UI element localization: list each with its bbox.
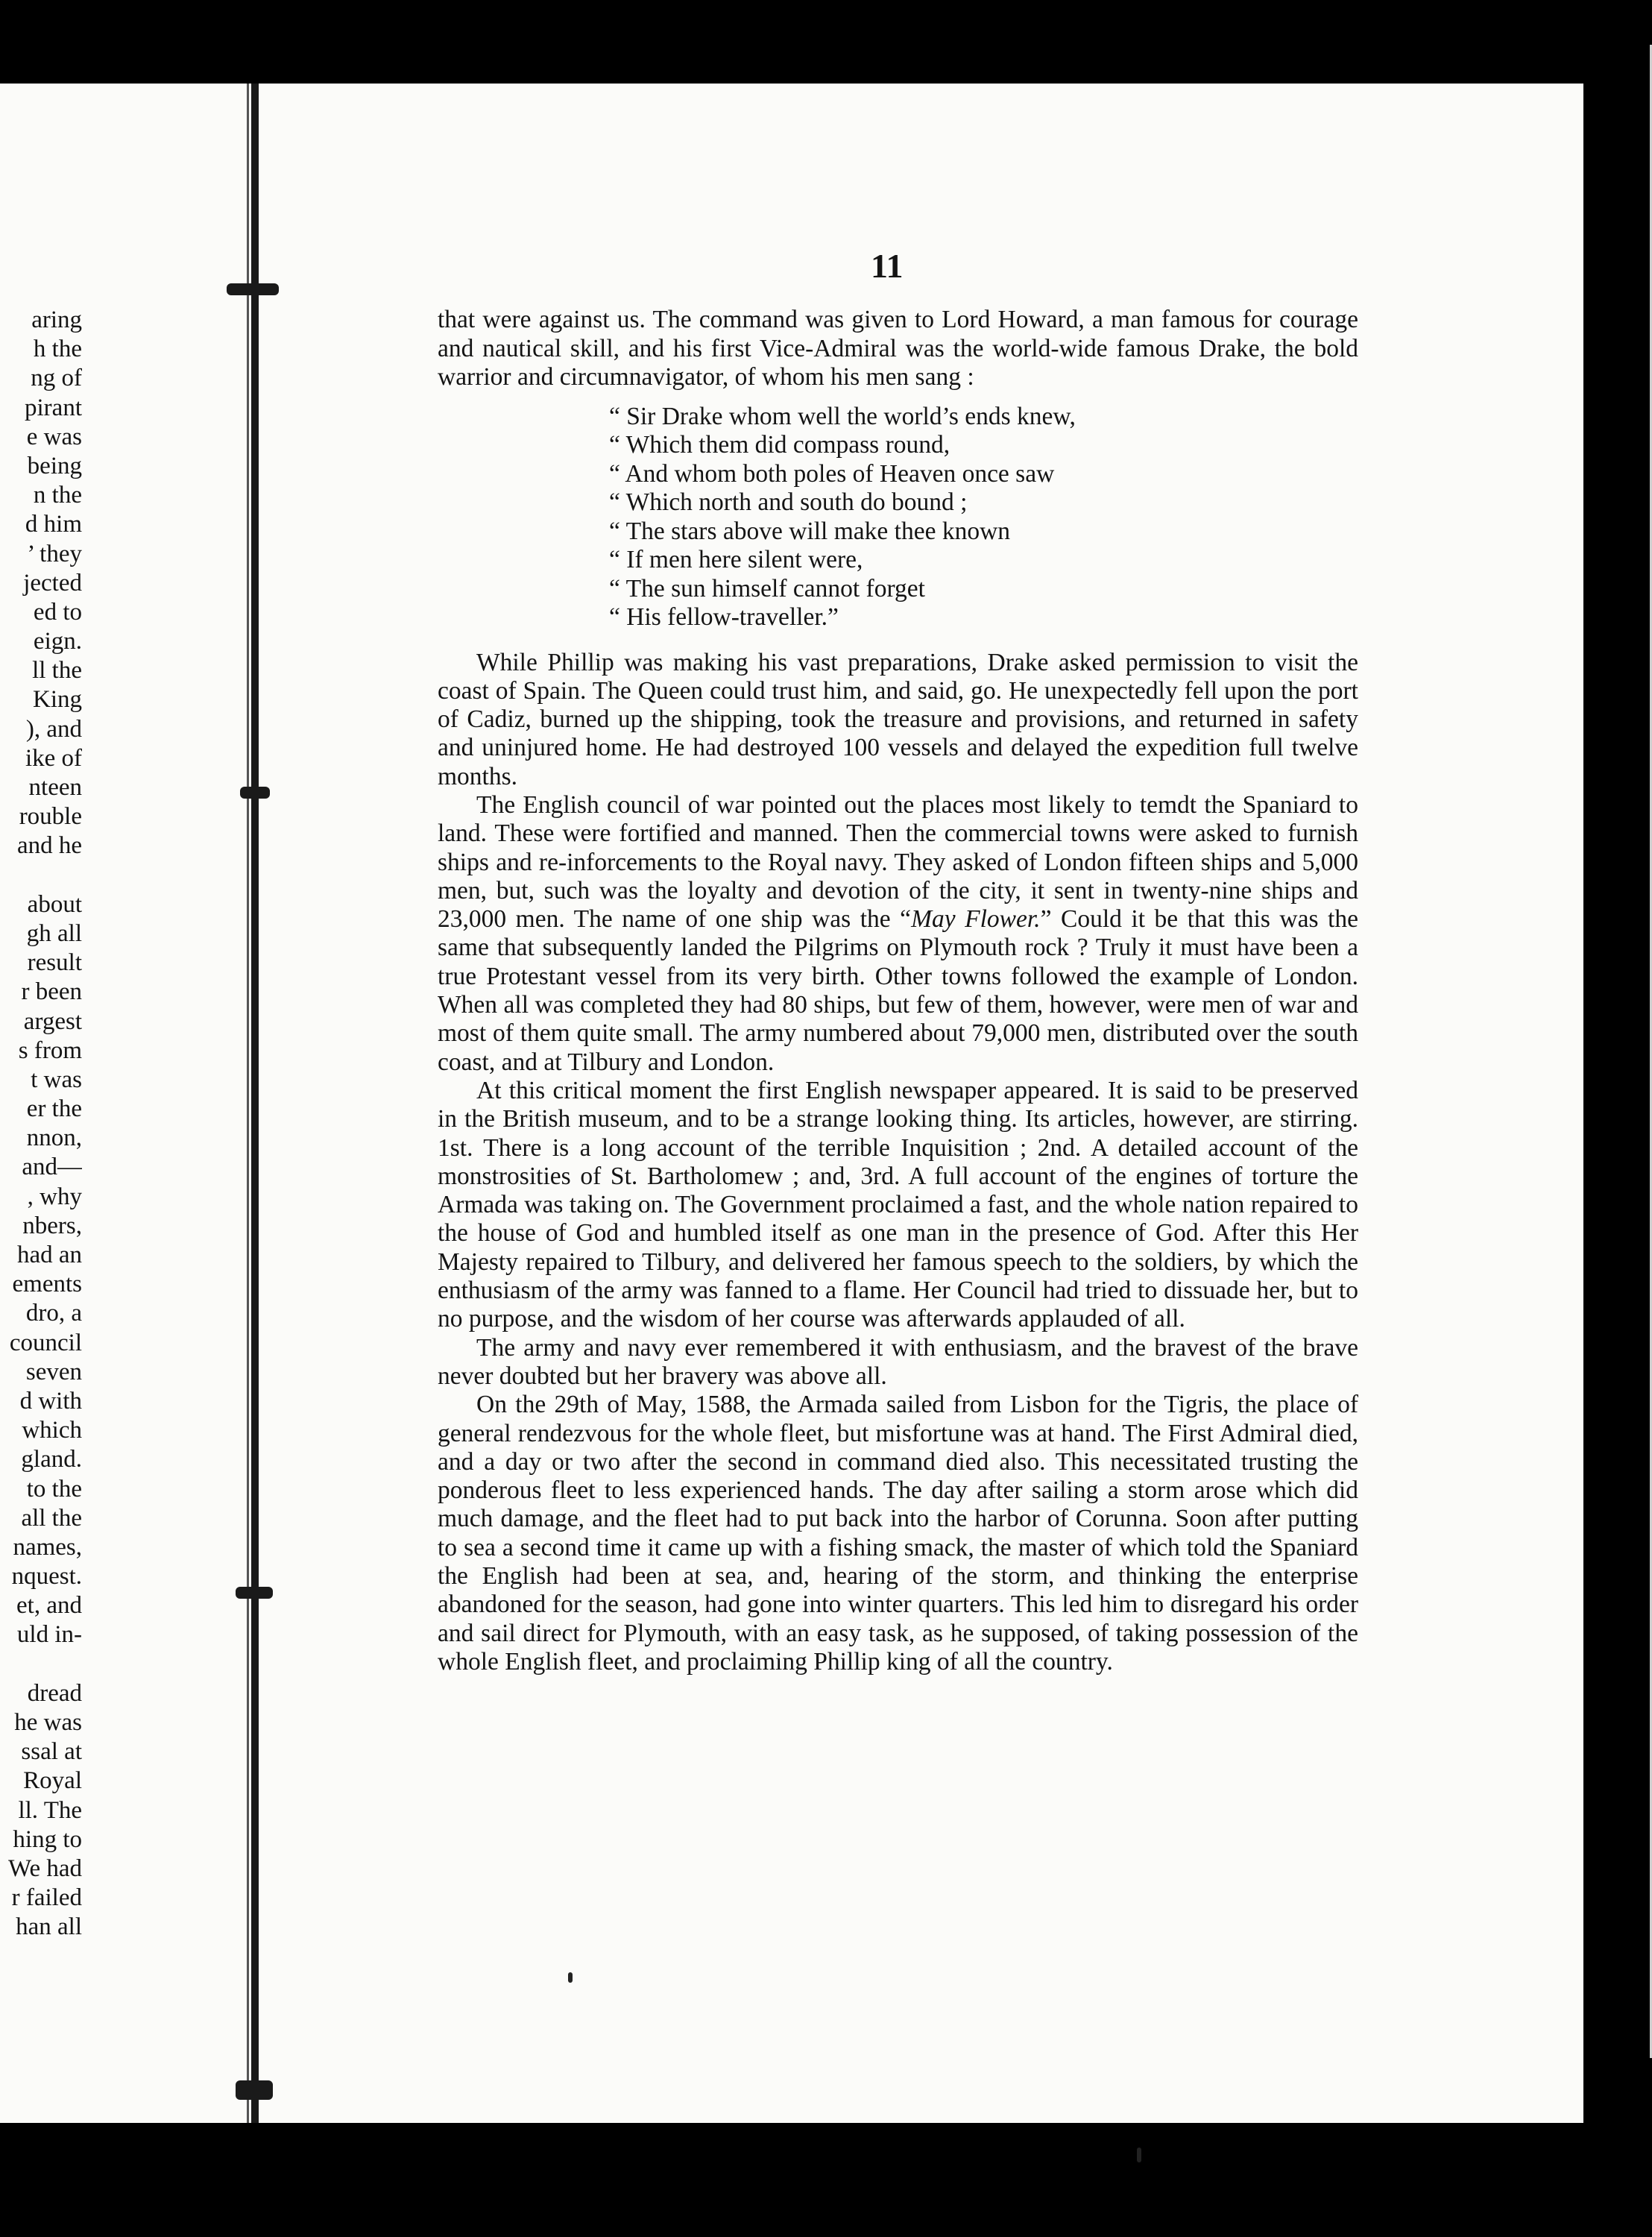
ship-name: May Flower.: [911, 905, 1041, 934]
facing-page-line: uld in-: [16, 1621, 82, 1649]
binding-stitch: [240, 787, 270, 799]
facing-page-line: r failed: [11, 1884, 82, 1912]
page-body: [438, 306, 1358, 1676]
facing-page-line: about: [27, 890, 82, 918]
facing-page-line: ll. The: [18, 1796, 82, 1824]
facing-page-line: rouble: [19, 803, 82, 831]
facing-page-line: and—: [22, 1154, 82, 1181]
facing-page-line: , why: [27, 1183, 82, 1210]
paragraph-army-navy: The army and navy ever remembered it with enthusiasm, and the bravest of the brave never doubted but her bravery was above all.: [438, 1333, 1358, 1390]
facing-page-line: nbers,: [22, 1212, 82, 1239]
paragraph-text: The English council of war pointed out the places most likely to temdt the Spaniard to land. These were fortified and manned. Then the commercial towns were asked to furnish ships and re-inforcements to the Royal navy. They asked of London fifteen ships and 5,000 men, but, such was the loyalty and devotion of the city, it sent in twenty-nine ships and 23,000 men. The name of one ship was the “: [438, 790, 1358, 934]
facing-page-line: aring: [31, 306, 82, 333]
poem-line: “ The stars above will make thee known: [609, 517, 1011, 545]
binding-stitch: [227, 283, 279, 295]
facing-page-line: han all: [16, 1913, 82, 1941]
facing-page-line: dread: [27, 1679, 82, 1707]
facing-page-line: ’ they: [27, 540, 82, 567]
facing-page-line: eign.: [33, 628, 82, 655]
facing-page-line: d him: [25, 511, 82, 538]
facing-page-line: gh all: [26, 919, 82, 947]
facing-page-line: argest: [23, 1007, 82, 1035]
facing-page-line: pirant: [25, 394, 82, 421]
poem-line: “ His fellow-traveller.”: [609, 603, 839, 631]
facing-page-line: jected: [23, 569, 82, 597]
facing-page-line: r been: [21, 978, 82, 1006]
poem-verse: [609, 403, 1358, 632]
facing-page-line: n the: [33, 482, 82, 509]
facing-page-line: dro, a: [25, 1300, 82, 1327]
facing-page-line: had an: [16, 1242, 82, 1268]
poem-line: “ If men here silent were,: [609, 546, 863, 573]
speck: [1137, 2148, 1141, 2162]
facing-page-line: seven: [25, 1358, 82, 1385]
facing-page-line: ll the: [32, 657, 82, 685]
poem-line: “ And whom both poles of Heaven once saw: [609, 459, 1055, 488]
facing-page-line: nnon,: [26, 1124, 82, 1152]
paragraph-newspaper: At this critical moment the first English newspaper appeared. It is said to be preserved in the British museum, and to be a strange looking thing. Its articles, however, are stirring. 1st. There is a long account of the terrible Inquisition ; 2nd. A detailed account of the monstrosities of St. Bartholomew ; and, 3rd. A full account of the engines of torture the Armada was taking on. The Government proclaimed a fast, and the whole nation repaired to the house of God and humbled itself as one man in the presence of God. After this Her Majesty repaired to Tilbury, and delivered her famous speech to the soldiers, by which the enthusiasm of the army was fanned to a flame. Her Council had tried to dissuade her, but to no purpose, and the wisdom of her course was afterwards applauded of all.: [438, 1076, 1358, 1333]
facing-page-line: result: [27, 949, 82, 977]
page-number: 11: [871, 247, 904, 285]
facing-page-line: nquest.: [11, 1563, 82, 1591]
facing-page-line: d with: [19, 1387, 82, 1415]
facing-page-line: King: [33, 686, 82, 714]
paragraph-council-of-war: [438, 791, 1358, 1077]
facing-page-line: [0, 1650, 82, 1679]
poem-line: “ Which north and south do bound ;: [609, 488, 968, 516]
paragraph-armada-sails: On the 29th of May, 1588, the Armada sailed from Lisbon for the Tigris, the place of general rendezvous for the whole fleet, but misfortune was at hand. The First Admiral died, and a day or two after the second in command died also. This necessitated trusting the ponderous fleet to less experienced hands. The day after sailing a storm arose which did much damage, and the fleet had to put back into the harbor of Corunna. Soon after putting to sea a second time it came up with a fishing smack, the master of which told the Spaniard the English had been at sea, and, hearing of the storm, and thinking the enterprise abandoned for the season, had gone into winter quarters. This led him to disregard his order and sail direct for Plymouth, with an easy task, as he supposed, of taking possession of the whole English fleet, and proclaiming Phillip king of all the country.: [438, 1391, 1358, 1676]
facing-page-line: gland.: [21, 1446, 82, 1473]
facing-page-line: ike of: [25, 744, 82, 772]
facing-page-line: h the: [33, 336, 82, 363]
poem-line: “ The sun himself cannot forget: [609, 574, 925, 602]
facing-page-line: Royal: [23, 1767, 82, 1795]
facing-page-line: being: [27, 452, 82, 479]
facing-page-line: et, and: [16, 1592, 82, 1620]
facing-page-line: council: [9, 1329, 82, 1356]
facing-page-line: ed to: [33, 598, 82, 626]
facing-page-column: [0, 306, 82, 1942]
intro-paragraph: that were against us. The command was given to Lord Howard, a man famous for courage and nautical skill, and his first Vice-Admiral was the world-wide famous Drake, the bold warrior and circumnavigator, of whom his men sang :: [438, 306, 1358, 391]
facing-page-line: which: [22, 1417, 82, 1444]
facing-page-line: nteen: [28, 774, 82, 801]
facing-page-line: [0, 861, 82, 890]
poem-line: “ Sir Drake whom well the world’s ends knew,: [609, 402, 1076, 430]
facing-page-line: We had: [7, 1854, 82, 1882]
binding-spine: [251, 84, 259, 2123]
facing-page-line: t was: [31, 1066, 82, 1093]
paragraph-text: ” Could it be that this was the same that subsequently landed the Pilgrims on Plymouth rock ? Truly it must have been a true Protestant vessel from its very birth. Other towns followed the example of London. When all was completed they had 80 ships, but few of them, however, were men of war and most of them quite small. The army numbered about 79,000 men, distributed over the south coast, and at Tilbury and London.: [438, 905, 1358, 1076]
facing-page-line: hing to: [13, 1825, 82, 1853]
facing-page-line: e was: [26, 423, 82, 450]
facing-page-line: names,: [13, 1533, 82, 1561]
facing-page-line: ements: [12, 1271, 82, 1298]
facing-page-line: ng of: [31, 365, 82, 392]
facing-page-line: ssal at: [21, 1738, 82, 1766]
facing-page-line: s from: [18, 1036, 82, 1064]
facing-page-line: to the: [26, 1475, 82, 1503]
facing-page-line: er the: [26, 1095, 82, 1123]
facing-page-line: he was: [14, 1709, 82, 1736]
poem-line: “ Which them did compass round,: [609, 431, 950, 459]
facing-page-line: ), and: [25, 715, 82, 743]
binding-edge: [247, 84, 249, 2123]
speck: [568, 1972, 573, 1983]
paragraph-drake: While Phillip was making his vast preparations, Drake asked permission to visit the coast of Spain. The Queen could trust him, and said, go. He unexpectedly fell upon the port of Cadiz, burned up the shipping, took the treasure and provisions, and returned in safety and uninjured home. He had destroyed 100 vessels and delayed the expedition full twelve months.: [438, 648, 1358, 790]
binding-stitch: [236, 1587, 273, 1599]
facing-page-line: all the: [21, 1504, 82, 1532]
facing-page-line: and he: [16, 832, 82, 860]
binding-stitch: [236, 2080, 273, 2100]
